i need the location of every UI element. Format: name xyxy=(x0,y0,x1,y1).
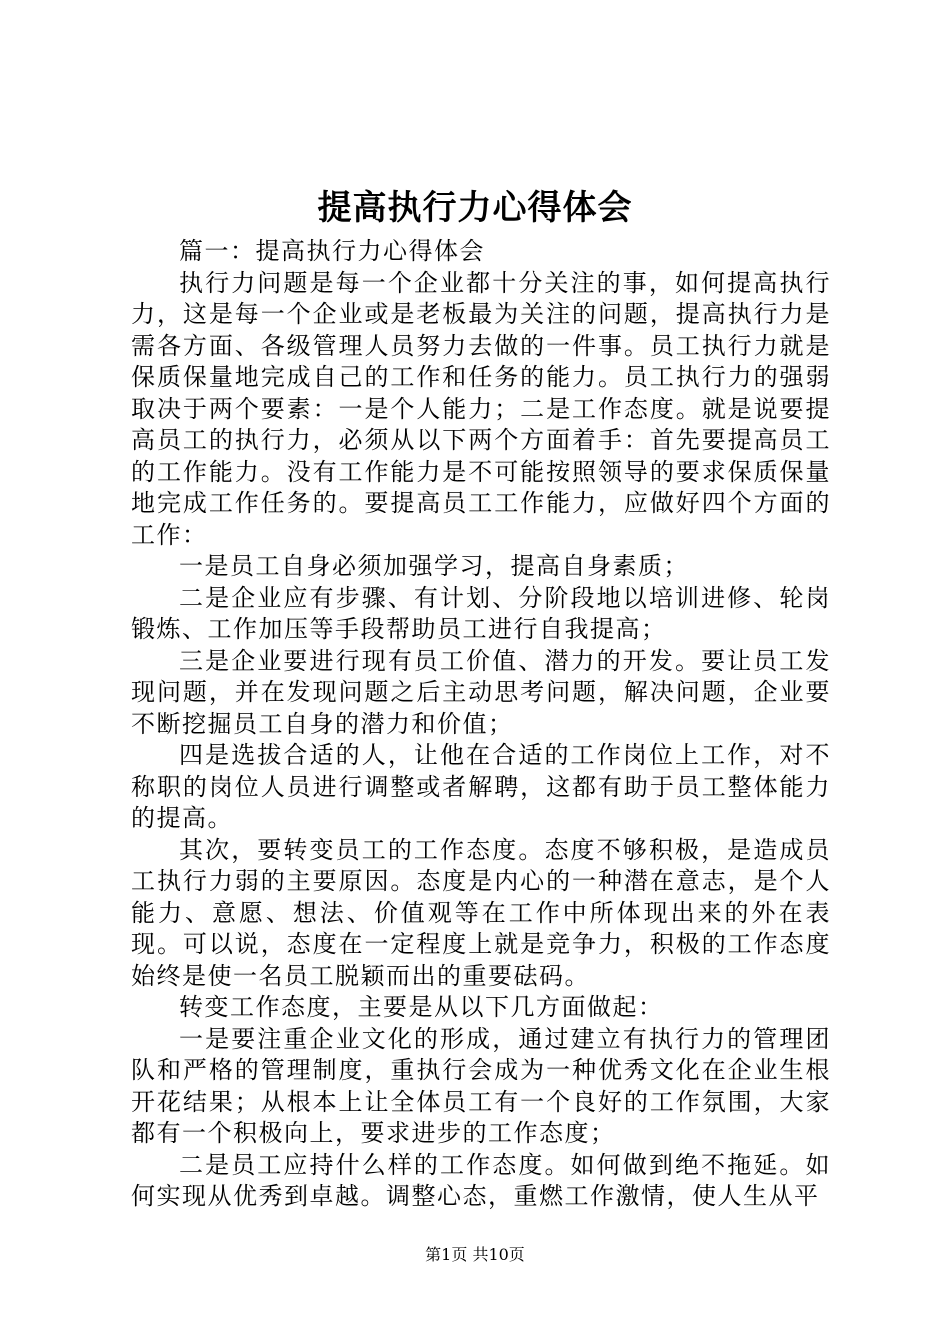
page-footer: 第1页 共10页 xyxy=(425,1245,525,1264)
paragraph-point-3: 三是企业要进行现有员工价值、潜力的开发。要让员工发现问题，并在发现问题之后主动思考问题，解决问题，企业要不断挖掘员工自身的潜力和价值； xyxy=(131,646,831,738)
document-title: 提高执行力心得体会 xyxy=(317,188,633,228)
paragraph-attitude: 其次，要转变员工的工作态度。态度不够积极，是造成员工执行力弱的主要原因。态度是内心的一种潜在意志，是个人能力、意愿、想法、价值观等在工作中所体现出来的外在表现。可以说，态度在一定程度上就是竞争力，积极的工作态度始终是使一名员工脱颖而出的重要砝码。 xyxy=(131,835,831,990)
paragraph-section-heading: 篇一：提高执行力心得体会 xyxy=(179,237,485,265)
paragraph-point-1: 一是员工自身必须加强学习，提高自身素质； xyxy=(179,552,689,580)
paragraph-attitude-intro: 转变工作态度，主要是从以下几方面做起： xyxy=(179,993,664,1021)
paragraph-point-4: 四是选拔合适的人，让他在合适的工作岗位上工作，对不称职的岗位人员进行调整或者解聘，这都有助于员工整体能力的提高。 xyxy=(131,741,831,832)
paragraph-point-2: 二是企业应有步骤、有计划、分阶段地以培训进修、轮岗锻炼、工作加压等手段帮助员工进行自我提高； xyxy=(131,583,831,643)
paragraph-intro: 执行力问题是每一个企业都十分关注的事，如何提高执行力，这是每一个企业或是老板最为关注的问题，提高执行力是需各方面、各级管理人员努力去做的一件事。员工执行力就是保质保量地完成自己的工作和任务的能力。员工执行力的强弱取决于两个要素：一是个人能力；二是工作态度。就是说要提高员工的执行力，必须从以下两个方面着手：首先要提高员工的工作能力。没有工作能力是不可能按照领导的要求保质保量地完成工作任务的。要提高员工工作能力，应做好四个方面的工作： xyxy=(131,268,831,549)
paragraph-attitude-point-2: 二是员工应持什么样的工作态度。如何做到绝不拖延。如何实现从优秀到卓越。调整心态，重燃工作激情，使人生从平 xyxy=(131,1150,831,1210)
paragraph-attitude-point-1: 一是要注重企业文化的形成，通过建立有执行力的管理团队和严格的管理制度，重执行会成为一种优秀文化在企业生根开花结果；从根本上让全体员工有一个良好的工作氛围，大家都有一个积极向上，要求进步的工作态度； xyxy=(131,1024,831,1147)
document-body xyxy=(131,236,831,1213)
